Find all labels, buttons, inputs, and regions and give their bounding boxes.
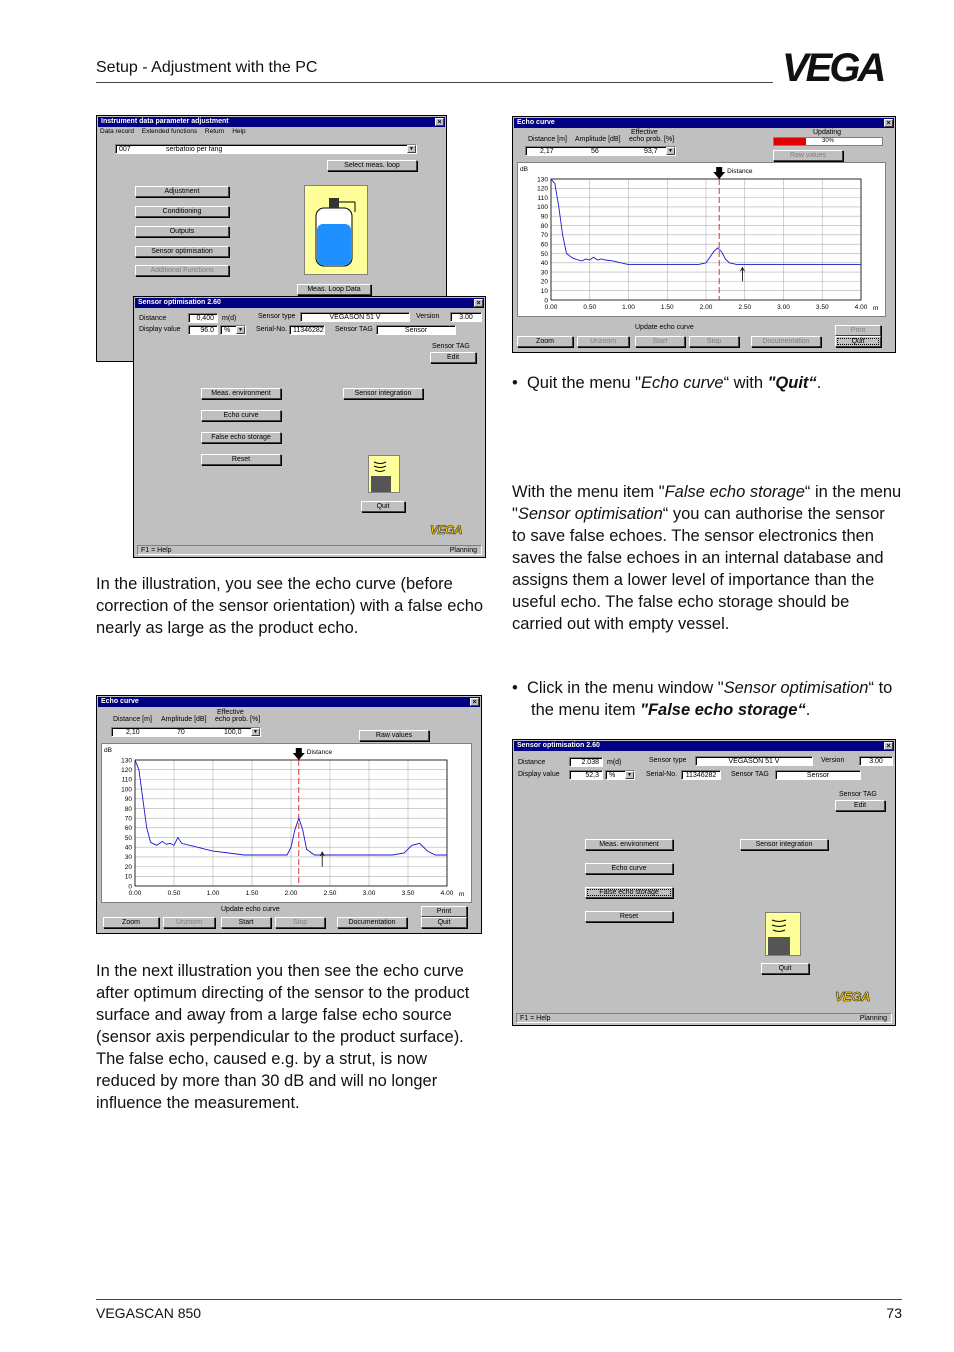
version-field: 3.00 bbox=[450, 312, 482, 322]
y-tick-label: 40 bbox=[540, 260, 548, 268]
sensor-optimisation-dialog-2 bbox=[512, 739, 896, 1026]
chevron-down-icon[interactable]: ▼ bbox=[666, 147, 675, 155]
echo-chart-top-svg bbox=[518, 163, 887, 318]
bullet2-text-b: “ to the menu item bbox=[531, 679, 893, 719]
distance-unit: m(d) bbox=[607, 759, 622, 766]
menu-data-record[interactable]: Data record bbox=[100, 128, 134, 135]
status-mode: Planning bbox=[449, 547, 477, 554]
page-header-title: Setup - Adjustment with the PC bbox=[96, 59, 318, 76]
para-text-rest: “ you can authorise the sensor to save false echoes. The sensor electronics then saves the false echoes in an internal database and assigns them a lower level of importance than the useful echo. The false echo storage should be carried out with empty vessel. bbox=[512, 505, 885, 633]
y-tick-label: 20 bbox=[540, 278, 548, 286]
x-tick-label: 2.00 bbox=[699, 304, 713, 311]
bullet1-text-bold: "Quit“ bbox=[767, 374, 817, 392]
quit-button[interactable]: Quit bbox=[835, 336, 881, 347]
y-tick-label: 30 bbox=[124, 854, 132, 862]
y-tick-label: 100 bbox=[121, 786, 132, 794]
bullet2-text-italic: Sensor optimisation bbox=[723, 679, 869, 697]
version-label: Version bbox=[416, 313, 440, 320]
updating-label: Updating bbox=[813, 129, 842, 136]
echo-chart-bottom-svg bbox=[102, 744, 473, 904]
update-progress bbox=[773, 137, 883, 146]
start-button[interactable]: Start bbox=[221, 917, 271, 928]
y-tick-label: 70 bbox=[124, 815, 132, 823]
amplitude-value: 56 bbox=[591, 148, 599, 155]
echo-curve-button[interactable]: Echo curve bbox=[201, 410, 281, 421]
print-button[interactable]: Print bbox=[421, 906, 467, 917]
x-tick-label: 0.00 bbox=[544, 304, 558, 311]
sensor-tag-label: Sensor TAG bbox=[335, 326, 373, 333]
y-tick-label: 60 bbox=[540, 241, 548, 249]
echo-values-field bbox=[111, 727, 261, 737]
false-echo-storage-button[interactable]: False echo storage bbox=[201, 432, 281, 443]
status-bar bbox=[516, 1013, 892, 1023]
bullet-dot: • bbox=[512, 374, 527, 392]
sensor-opt-titlebar bbox=[514, 741, 894, 751]
select-meas-loop-button[interactable]: Select meas. loop bbox=[327, 160, 417, 171]
x-tick-label: 3.50 bbox=[401, 890, 415, 897]
echo-chart-bottom bbox=[101, 743, 472, 903]
header-rule bbox=[96, 82, 773, 83]
close-icon[interactable]: × bbox=[884, 119, 893, 127]
bullet-quit-echo-curve bbox=[512, 372, 902, 394]
menu-help[interactable]: Help bbox=[232, 128, 246, 135]
status-help: F1 = Help bbox=[141, 547, 172, 554]
distance-value: 2,10 bbox=[126, 729, 140, 736]
sensor-opt-title: Sensor optimisation 2.60 bbox=[517, 742, 600, 749]
outputs-button[interactable]: Outputs bbox=[135, 226, 229, 237]
display-unit-select[interactable] bbox=[605, 770, 635, 780]
bullet-click-false-echo bbox=[512, 677, 902, 721]
display-value-label: Display value bbox=[139, 326, 181, 333]
reset-button[interactable]: Reset bbox=[201, 454, 281, 465]
x-tick-label: 3.00 bbox=[777, 304, 790, 311]
sensor-icon bbox=[369, 456, 401, 494]
distance-field: 2.038 bbox=[569, 757, 603, 767]
version-label: Version bbox=[821, 757, 845, 764]
para-echo-before-correction: In the illustration, you see the echo curve (before correction of the sensor orientation) with a false echo nearly as large as the product echo. bbox=[96, 575, 484, 637]
sensor-icon bbox=[766, 913, 802, 957]
meas-loop-name: serbatoio per fang bbox=[166, 146, 223, 153]
serial-field: 11346282 bbox=[681, 770, 721, 780]
meas-loop-select[interactable] bbox=[115, 144, 417, 154]
serial-field: 11346282 bbox=[289, 325, 325, 335]
x-tick-label: 2.50 bbox=[738, 304, 752, 311]
para-text-b: “ in the menu " bbox=[512, 483, 902, 523]
status-mode: Planning bbox=[859, 1015, 887, 1022]
sensor-type-label: Sensor type bbox=[649, 757, 687, 764]
reset-button[interactable]: Reset bbox=[585, 911, 673, 922]
sensor-type-field: VEGASON 51 V bbox=[300, 312, 410, 322]
y-tick-label: 90 bbox=[124, 796, 132, 804]
distance-marker-label: Distance bbox=[306, 749, 333, 756]
y-tick-label: 60 bbox=[124, 825, 132, 833]
sensor-tag-edit-label: Sensor TAG bbox=[839, 791, 877, 798]
footer-product: VEGASCAN 850 bbox=[96, 1305, 202, 1321]
bullet1-text-a: Quit the menu " bbox=[526, 374, 642, 392]
quit-button[interactable]: Quit bbox=[761, 963, 809, 974]
sensor-tag-field: Sensor bbox=[775, 770, 861, 780]
hdr-prob: echo prob. [%] bbox=[215, 716, 261, 723]
y-tick-label: 0 bbox=[544, 297, 548, 305]
sensor-tag-label: Sensor TAG bbox=[731, 771, 769, 778]
vega-logo-text: VEGA bbox=[782, 50, 884, 84]
hdr-distance: Distance [m] bbox=[528, 136, 567, 143]
vessel-icon bbox=[305, 186, 369, 276]
zoom-button[interactable]: Zoom bbox=[103, 917, 159, 928]
vega-logo bbox=[782, 50, 902, 84]
x-tick-label: 0.50 bbox=[167, 890, 181, 897]
y-tick-label: 40 bbox=[124, 844, 132, 852]
sensor-tag-edit-label: Sensor TAG bbox=[432, 343, 470, 350]
distance-label: Distance bbox=[518, 759, 546, 766]
bullet1-text-end: . bbox=[816, 374, 822, 392]
stop-button[interactable]: Stop bbox=[275, 917, 325, 928]
documentation-button[interactable]: Documentation bbox=[337, 917, 407, 928]
edit-button[interactable]: Edit bbox=[430, 352, 476, 363]
y-tick-label: 110 bbox=[537, 194, 548, 202]
x-tick-label: 2.50 bbox=[323, 890, 337, 897]
footer-rule bbox=[96, 1299, 902, 1300]
chevron-down-icon[interactable]: ▼ bbox=[625, 771, 634, 779]
arrow-down-icon bbox=[293, 748, 305, 760]
x-tick-label: 1.50 bbox=[245, 890, 259, 897]
sensor-picture bbox=[368, 455, 400, 493]
hdr-prob: echo prob. [%] bbox=[629, 136, 675, 143]
footer-page-number: 73 bbox=[886, 1305, 902, 1321]
raw-values-button[interactable]: Raw values bbox=[359, 730, 429, 741]
display-value-label: Display value bbox=[518, 771, 560, 778]
hdr-effective: Effective bbox=[631, 129, 658, 136]
y-tick-label: 0 bbox=[128, 883, 132, 891]
meas-loop-data-button[interactable]: Meas. Loop Data bbox=[297, 284, 371, 295]
x-tick-label: 2.00 bbox=[284, 890, 298, 897]
sensor-tag-field: Sensor bbox=[376, 325, 456, 335]
x-tick-label: 0.50 bbox=[583, 304, 597, 311]
raw-values-button[interactable]: Raw values bbox=[773, 150, 843, 161]
sensor-optimisation-button[interactable]: Sensor optimisation bbox=[135, 246, 229, 257]
sensor-integration-button[interactable]: Sensor integration bbox=[740, 839, 828, 850]
echo-top-title: Echo curve bbox=[517, 119, 555, 126]
hdr-effective: Effective bbox=[217, 709, 244, 716]
bullet2-text-bold: "False echo storage“ bbox=[640, 701, 806, 719]
version-field: 3.00 bbox=[859, 756, 893, 766]
sensor-type-label: Sensor type bbox=[258, 313, 296, 320]
status-bar bbox=[137, 545, 482, 555]
echo-bottom-titlebar bbox=[98, 697, 480, 707]
close-icon[interactable]: × bbox=[470, 698, 479, 706]
echo-bottom-title: Echo curve bbox=[101, 698, 139, 705]
para-text-italic-2: Sensor optimisation bbox=[517, 505, 663, 523]
start-button[interactable]: Start bbox=[635, 336, 685, 347]
quit-button[interactable]: Quit bbox=[421, 917, 467, 928]
chevron-down-icon[interactable]: ▼ bbox=[236, 326, 245, 334]
echo-curve-dialog-bottom bbox=[96, 695, 482, 934]
display-unit-value: % bbox=[224, 327, 231, 334]
vega-logo-small: VEGA bbox=[835, 989, 870, 1004]
para-echo-after-correction: In the next illustration you then see the echo curve after optimum directing of the sensor to the product surface and away from a large false echo source (sensor axis perpendicular to the product surface). The false echo, caused e.g. by a strut, is now reduced by more than 30 dB and will no longer influence the measurement. bbox=[96, 962, 470, 1112]
instrument-dialog-menubar bbox=[100, 128, 246, 135]
bullet2-text-end: . bbox=[805, 701, 811, 719]
display-value-field: 52,3 bbox=[569, 770, 603, 780]
y-tick-label: 80 bbox=[124, 805, 132, 813]
x-tick-label: 1.00 bbox=[206, 890, 220, 897]
y-tick-label: 100 bbox=[537, 204, 548, 212]
y-tick-label: 120 bbox=[121, 766, 132, 774]
zoom-button[interactable]: Zoom bbox=[517, 336, 573, 347]
meas-loop-number: 007 bbox=[119, 146, 131, 153]
additional-functions-button[interactable]: Additional Functions bbox=[135, 265, 229, 276]
x-tick-label: 3.50 bbox=[815, 304, 829, 311]
update-echo-curve-label: Update echo curve bbox=[221, 906, 280, 913]
stop-button[interactable]: Stop bbox=[689, 336, 739, 347]
close-icon[interactable]: × bbox=[435, 118, 444, 126]
echo-top-titlebar bbox=[514, 118, 894, 128]
instrument-dialog-titlebar bbox=[98, 117, 445, 127]
y-tick-label: 70 bbox=[540, 232, 548, 240]
y-tick-label: 30 bbox=[540, 269, 548, 277]
bullet1-text-italic: Echo curve bbox=[641, 374, 724, 392]
x-axis-label: m bbox=[873, 305, 879, 312]
unzoom-button[interactable]: Unzoom bbox=[577, 336, 629, 347]
y-tick-label: 90 bbox=[540, 213, 548, 221]
sensor-picture bbox=[765, 912, 801, 956]
chevron-down-icon[interactable]: ▼ bbox=[407, 145, 416, 153]
distance-marker-label: Distance bbox=[727, 168, 753, 175]
y-tick-label: 110 bbox=[121, 776, 132, 784]
status-help: F1 = Help bbox=[520, 1015, 551, 1022]
para-text-italic-1: False echo storage bbox=[664, 483, 805, 501]
prob-value: 93,7 bbox=[644, 148, 658, 155]
adjustment-button[interactable]: Adjustment bbox=[135, 186, 229, 197]
y-tick-label: 80 bbox=[540, 222, 548, 230]
unzoom-button[interactable]: Unzoom bbox=[163, 917, 215, 928]
y-tick-label: 130 bbox=[537, 176, 548, 184]
sensor-integration-button[interactable]: Sensor integration bbox=[343, 388, 423, 399]
print-button[interactable]: Print bbox=[835, 325, 881, 336]
documentation-button[interactable]: Documentation bbox=[751, 336, 821, 347]
close-icon[interactable]: × bbox=[474, 299, 483, 307]
distance-value: 2,17 bbox=[540, 148, 554, 155]
prob-value: 100,0 bbox=[224, 729, 242, 736]
display-value-field: 96.0 bbox=[188, 325, 218, 335]
echo-values-field bbox=[525, 146, 676, 156]
meas-environment-button[interactable]: Meas. environment bbox=[585, 839, 673, 850]
y-axis-label: dB bbox=[520, 166, 528, 173]
false-echo-storage-button[interactable]: False echo storage bbox=[585, 887, 673, 898]
bullet1-text-b: “ with bbox=[723, 374, 768, 392]
y-tick-label: 10 bbox=[540, 287, 548, 295]
y-tick-label: 130 bbox=[121, 757, 132, 765]
serial-label: Serial-No. bbox=[256, 326, 288, 333]
distance-label: Distance bbox=[139, 315, 167, 322]
serial-label: Serial-No. bbox=[646, 771, 678, 778]
conditioning-button[interactable]: Conditioning bbox=[135, 206, 229, 217]
echo-curve-dialog-top bbox=[512, 116, 896, 353]
close-icon[interactable]: × bbox=[884, 742, 893, 750]
sensor-opt-titlebar bbox=[135, 298, 484, 308]
meas-environment-button[interactable]: Meas. environment bbox=[201, 388, 281, 399]
para-text-a: With the menu item " bbox=[512, 483, 665, 501]
edit-button[interactable]: Edit bbox=[835, 800, 885, 811]
bullet2-text-a: Click in the menu window " bbox=[526, 679, 724, 697]
x-tick-label: 4.00 bbox=[854, 304, 868, 311]
y-tick-label: 50 bbox=[540, 250, 548, 258]
echo-chart-top bbox=[517, 162, 886, 317]
amplitude-value: 70 bbox=[177, 729, 185, 736]
update-echo-curve-label: Update echo curve bbox=[635, 324, 694, 331]
x-tick-label: 0.00 bbox=[128, 890, 142, 897]
update-progress-pct: 30% bbox=[821, 138, 834, 144]
vessel-picture bbox=[304, 185, 368, 275]
quit-button[interactable]: Quit bbox=[361, 501, 405, 512]
arrow-down-icon bbox=[713, 167, 725, 179]
echo-curve-button[interactable]: Echo curve bbox=[585, 863, 673, 874]
chevron-down-icon[interactable]: ▼ bbox=[251, 728, 260, 736]
hdr-distance: Distance [m] bbox=[113, 716, 152, 723]
x-tick-label: 1.00 bbox=[622, 304, 635, 311]
x-tick-label: 4.00 bbox=[440, 890, 454, 897]
display-unit-select[interactable] bbox=[220, 325, 246, 335]
y-tick-label: 50 bbox=[124, 834, 132, 842]
x-tick-label: 3.00 bbox=[362, 890, 376, 897]
x-tick-label: 1.50 bbox=[660, 304, 674, 311]
y-axis-label: dB bbox=[104, 747, 112, 754]
menu-return[interactable]: Return bbox=[204, 128, 225, 135]
y-tick-label: 10 bbox=[124, 873, 132, 881]
instrument-dialog-title: Instrument data parameter adjustment bbox=[101, 118, 229, 125]
para-false-echo-storage bbox=[512, 481, 902, 635]
display-unit-value: % bbox=[609, 772, 616, 779]
bullet-dot: • bbox=[512, 679, 527, 697]
vega-logo-small: VEGA bbox=[430, 523, 463, 537]
x-axis-label: m bbox=[459, 891, 465, 898]
hdr-amplitude: Amplitude [dB] bbox=[161, 716, 207, 723]
menu-extended-functions[interactable]: Extended functions bbox=[141, 128, 198, 135]
y-tick-label: 20 bbox=[124, 863, 132, 871]
distance-unit: m(d) bbox=[222, 315, 237, 322]
y-tick-label: 120 bbox=[537, 185, 548, 193]
sensor-optimisation-dialog-1 bbox=[133, 296, 486, 558]
hdr-amplitude: Amplitude [dB] bbox=[575, 136, 621, 143]
sensor-type-field: VEGASON 51 V bbox=[695, 756, 813, 766]
distance-field: 0,400 bbox=[188, 313, 218, 323]
sensor-opt-title: Sensor optimisation 2.60 bbox=[138, 299, 221, 306]
